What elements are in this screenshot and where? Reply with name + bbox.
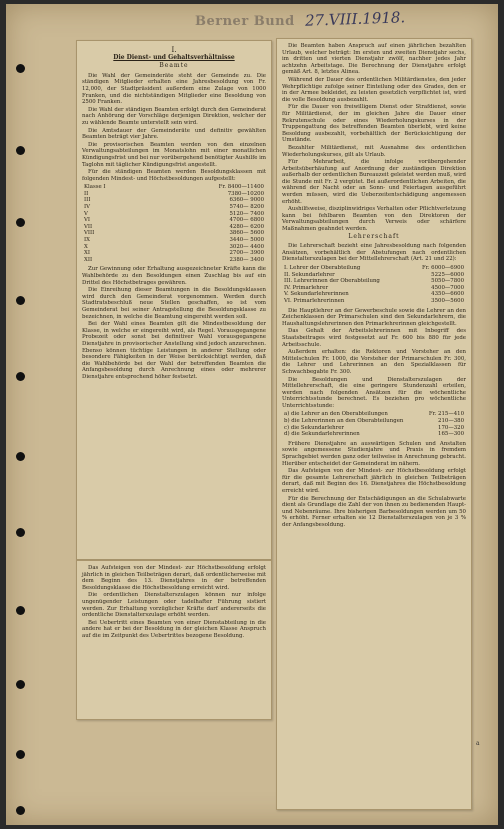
punch-hole	[16, 146, 25, 155]
teacher-category: I. Lehrer der Oberabteilung	[284, 265, 361, 271]
section-title: Die Dienst- und Gehaltsverhältnisse	[113, 53, 235, 61]
punch-holes	[0, 0, 40, 829]
class-range: 7380—10200	[227, 190, 264, 197]
paragraph: Frühere Dienstjahre an auswärtigen Schulen und Anstalten sowie angemessene Studienjahre und Praxis in fremdem Sprachgebiet werden ganz oder teilweise in Anrechnung gebracht. Hierüber entscheidet der Gemeinderat im nähern.	[282, 440, 466, 467]
hourly-range: 165—300	[438, 431, 464, 438]
table-row	[82, 224, 266, 231]
class-range: Fr. 8400—11400	[218, 184, 264, 191]
paragraph: Die Wahl der ständigen Beamten erfolgt durch den Gemeinderat nach Anhörung der Vorschläge derjenigen Direktion, welcher der zu wählende Beamte unterstellt sein wird.	[82, 106, 266, 126]
paragraph: Die Wahl der Gemeinderäte steht der Gemeinde zu. Die ständigen Mitglieder erhalten eine Jahresbesoldung von Fr. 12,000, der Stadtpräsident außerdem eine Zulage von 1000 Franken, und die nichtständigen Mitglieder eine Besoldung von 2500 Franken.	[82, 72, 266, 106]
teacher-range: 3500—5600	[431, 297, 464, 304]
salary-class-table	[82, 184, 266, 263]
punch-hole	[16, 452, 25, 461]
table-row	[282, 298, 466, 305]
teacher-range: 5225—6000	[431, 271, 464, 278]
section-subtitle: Lehrerschaft	[348, 232, 400, 240]
table-row	[82, 244, 266, 251]
table-row	[82, 217, 266, 224]
punch-hole	[16, 372, 25, 381]
table-row	[82, 230, 266, 237]
paragraph: Die Lehrerschaft bezieht eine Jahresbesoldung nach folgenden Ansätzen, vorbehältlich der Abstufungen nach ordentlichen Dienstalterszulagen bei der Mittellehrerschaft (Art. 21 und 22):	[282, 243, 466, 263]
paragraph: Die Amtsdauer der Gemeinderäte und definitiv gewählten Beamten beträgt vier Jahre.	[82, 127, 266, 141]
hourly-category: b) die Lehrerinnen an den Oberabteilungen	[284, 418, 404, 425]
paragraph: Die Einreihung dieser Beamtungen in die Besoldungsklassen wird durch den Gemeinderat vorgenommen. Werden durch Stadtratsbeschluß neue Stellen geschaffen, so ist vom Gemeinderat bei seiner Antragstellung die Besoldungsklasse zu bezeichnen, in welche die Beamtung eingereiht werden soll.	[82, 287, 266, 320]
class-range: 3860— 5600	[229, 230, 264, 237]
paragraph: Bei der Wahl eines Beamten gilt die Mindestbesoldung der Klasse, in welche er eingereiht wird, als Regel. Vorausgegangene Probezeit oder sonst bei definitiver Wahl vorausgegangene Dienstjahre in provisorischer Anstellung sind jedoch anzurechnen. Ebenso können tüchtige Leistungen in anderer Stellung oder besondere Fähigkeiten in der Weise berücksichtigt werden, daß die Wahlbehörde bei der Wahl der betreffenden Beamten die Anfangsbesoldung durch Anrechnung eines oder mehrerer Dienstjahre entsprechend höher festsetzt.	[82, 321, 266, 380]
paragraph: Für die Dauer von freiwilligem Dienst oder Strafdienst, sowie für Militärdienst, der im gleichen Jahre die Dauer einer Rekrutenschule oder eines Wiederholungskurses in der Truppengattung des betreffenden Beamten überlebt, wird keine Besoldung ausbezahlt, vorbehältlich der Berücksichtigung der Umstände.	[282, 104, 466, 144]
paragraph: Die provisorischen Beamten werden von den einzelnen Verwaltungsabteilungen im Monatslohn mit einer monatlichen Kündigungsfrist und bei nur vorübergehend benötigter Aushilfe im Taglohn mit täglicher Kündigungsfrist angestellt.	[82, 141, 266, 168]
paragraph: Die ordentlichen Dienstalterszulagen können nur infolge ungenügender Leistungen oder tadelhafter Führung sistiert werden. Zur Erhaltung vorzüglicher Kräfte darf andererseits die ordentliche Dienstalterszulage erhöht werden.	[82, 592, 266, 619]
class-label: XI	[84, 250, 90, 257]
paragraph: Außerdem erhalten: die Rektoren und Vorsteher an den Mittelschulen Fr. 1000, die Vorsteher der Primarschulen Fr. 300, die Lehrer und Lehrerinnen an den Spezialklassen für Schwachbegabte Fr. 300.	[282, 349, 466, 375]
table-row	[82, 197, 266, 204]
class-range: 4700— 6800	[229, 217, 264, 224]
teacher-range: Fr. 6000—6900	[422, 265, 464, 271]
class-label: IX	[84, 237, 90, 244]
class-range: 5740— 8200	[229, 204, 264, 211]
paragraph: Aushilfsweise, disziplinwidriges Verhalten oder Pflichtverletzung kann bei fehlbaren Beamten von den Direktoren der Verwaltungsabteilungen durch Verweis oder schärfere Maßnahmen geahndet werden.	[282, 206, 466, 233]
teacher-salary-table	[282, 265, 466, 305]
class-label: VI	[84, 217, 91, 224]
paragraph: Das Gehalt der Arbeitslehrerinnen mit Inbegriff des Staatsbeitrages wird festgesetzt auf Fr. 600 bis 880 für jede Arbeitsschule.	[282, 328, 466, 348]
table-row	[282, 265, 466, 272]
paragraph: Die Beamten haben Anspruch auf einen jährlichen bezahlten Urlaub, welcher beträgt: Im ersten und zweiten Dienstjahr sechs, im dritten und vierten Dienstjahr zwölf, nachher jedes Jahr achtzehn Arbeitstage. Die Berechnung der Dienstjahre erfolgt gemäß Art. 8, letztes Alinea.	[282, 43, 466, 76]
hourly-category: c) die Sekundarlehrer	[284, 424, 344, 431]
class-label: VII	[84, 223, 93, 230]
teacher-range: 5050—7800	[431, 278, 464, 285]
table-row	[82, 184, 266, 191]
section-subtitle: Beamte	[159, 62, 189, 70]
class-range: 2380— 3400	[229, 256, 264, 263]
table-row	[282, 291, 466, 298]
teacher-category: VI. Primarlehrerinnen	[284, 297, 345, 304]
table-row	[82, 257, 266, 264]
hourly-range: Fr. 215—410	[428, 411, 464, 418]
teacher-category: V. Sekundarlehrerinnen	[284, 291, 349, 298]
punch-hole	[16, 528, 25, 537]
class-range: 5120— 7400	[229, 210, 264, 217]
class-label: X	[84, 243, 88, 250]
paragraph: Für die Berechnung der Entschädigungen an die Schulabwarte dient als Grundlage die Zahl der von ihnen zu bedienenden Haupt- und Nebenräume. Ihre bisherigen Barbesoldungen werden um 50 % erhöht. Ferner erhalten sie 12 Dienstalterszulagen von je 3 % der Anfangsbesoldung.	[282, 495, 466, 528]
class-range: 2700— 3900	[229, 250, 264, 257]
punch-hole	[16, 606, 25, 615]
table-row	[82, 250, 266, 257]
punch-hole	[16, 680, 25, 689]
class-range: 3440— 5000	[229, 237, 264, 244]
table-row	[82, 191, 266, 198]
table-row	[282, 418, 466, 425]
punch-hole	[16, 64, 25, 73]
clipping-right	[276, 38, 472, 810]
paragraph: Die Hauptlehrer an der Gewerbeschule sowie die Lehrer an den Zeichenklassen der Primarschulen sind den Sekundarlehrern, die Haushaltungslehrerinnen den Primarlehrerinnen gleichgestellt.	[282, 307, 466, 327]
punch-hole	[16, 750, 25, 759]
hourly-category: d) die Sekundarlehrerinnen	[284, 431, 360, 438]
table-row	[82, 204, 266, 211]
handwritten-date: 27.VIII.1918.	[304, 8, 406, 30]
class-range: 4280— 6200	[229, 223, 264, 230]
class-range: 6360— 9000	[229, 197, 264, 204]
page-mark: a	[476, 740, 480, 747]
class-label: XII	[84, 256, 93, 263]
class-label: IV	[84, 204, 91, 211]
hourly-category: a) die Lehrer an den Oberabteilungen	[284, 411, 388, 418]
table-row	[82, 237, 266, 244]
table-row	[282, 272, 466, 279]
hourly-rate-table	[282, 411, 466, 437]
punch-hole	[16, 296, 25, 305]
teacher-category: II. Sekundarlehrer	[284, 271, 335, 278]
class-label: III	[84, 197, 91, 204]
punch-hole	[16, 806, 25, 815]
class-label: II	[84, 190, 89, 197]
paragraph: Bei Uebertritt eines Beamten von einer Dienstabteilung in die andere hat er bei der Besoldung in der gleichen Klasse Anspruch auf die im Zeitpunkt des Uebertrittes bezogene Besoldung.	[82, 619, 266, 639]
teacher-category: III. Lehrerinnen der Oberabteilung	[284, 278, 380, 285]
paragraph: Das Aufsteigen von der Mindest- zur Höchstbesoldung erfolgt jährlich in gleichen Teilbeträgen derart, daß ordentlicherweise mit dem Beginn des 13. Dienstjahres in der betreffenden Besoldungsklasse die Höchstbesoldung erreicht wird.	[82, 565, 266, 591]
paragraph: Das Aufsteigen von der Mindest- zur Höchstbesoldung erfolgt für die gesamte Lehrerschaft jährlich in gleichen Teilbeträgen derart, daß mit Beginn des 16. Dienstjahres die Höchstbesoldung erreicht wird.	[282, 468, 466, 494]
paragraph: Während der Dauer des ordentlichen Militärdienstes, den jeder Wehrpflichtige zufolge seiner Einteilung oder des Grades, den er in der Armee bekleidet, zu leisten gesetzlich verpflichtet ist, wird die volle Besoldung ausbezahlt.	[282, 76, 466, 103]
punch-hole	[16, 218, 25, 227]
teacher-range: 4500—7000	[431, 284, 464, 291]
table-row	[282, 431, 466, 438]
clipping-left-lower	[76, 560, 272, 720]
clipping-left	[76, 40, 272, 560]
paragraph: Zur Gewinnung oder Erhaltung ausgezeichneter Kräfte kann die Wahlbehörde zu den Besoldungen einen Zuschlag bis auf ein Drittel des Höchstbetrages gewähren.	[82, 266, 266, 286]
table-row	[282, 278, 466, 285]
class-label: V	[84, 210, 88, 217]
paragraph: Für Mehrarbeit, die infolge vorübergehender Arbeitsüberhäufung auf Anordnung der zuständigen Direktion außerhalb der ordentlichen Bureauzeit geleistet werden muß, wird die Stunde mit Fr. 2 vergütet. Bei außerordentlichen Arbeiten, die während der Nacht oder an Sonn- und Feiertagen ausgeführt werden müssen, wird die Ueberzeitentschädigung angemessen erhöht.	[282, 159, 466, 205]
class-range: 3020— 4400	[229, 243, 264, 250]
section-number: I.	[171, 46, 177, 54]
class-label: Klasse I	[84, 184, 106, 191]
table-row	[282, 285, 466, 292]
paragraph: Bezahlter Militärdienst, mit Ausnahme des ordentlichen Wiederholungskurses, gilt als Urlaub.	[282, 144, 466, 158]
hourly-range: 210—380	[438, 418, 464, 425]
paragraph: Für die ständigen Beamten werden Besoldungsklassen mit folgenden Mindest- und Höchstbesoldungen aufgestellt:	[82, 169, 266, 182]
teacher-range: 4350—6600	[431, 291, 464, 298]
paragraph: Die Besoldungen und Dienstalterszulagen der Mittellehrerschaft, die eine geringere Stundenzahl erteilen, werden nach folgenden Ansätzen für die wöchentliche Unterrichtsstunde berechnet. Es beziehen pro wöchentliche Unterrichtsstunde:	[282, 376, 466, 409]
newspaper-stamp: Berner Bund	[195, 14, 295, 29]
table-row	[82, 211, 266, 218]
class-label: VIII	[84, 230, 95, 237]
teacher-category: IV. Primarlehrer	[284, 284, 329, 291]
hourly-range: 170—320	[438, 424, 464, 431]
